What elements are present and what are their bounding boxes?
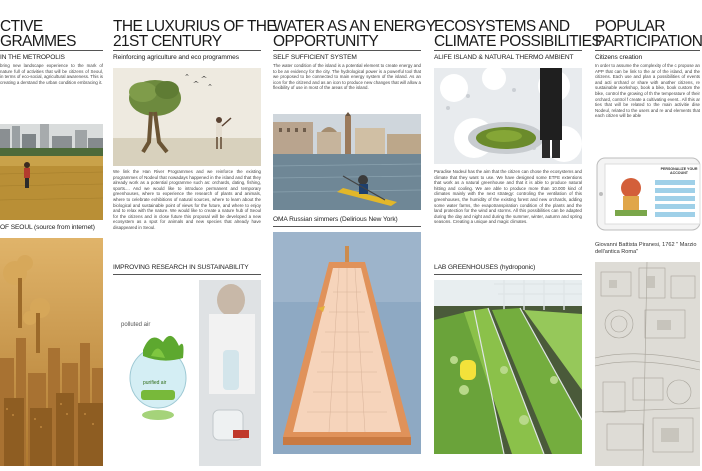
image-caption: OF SEOUL (source from internet) — [0, 224, 95, 231]
image-label: purified air — [143, 380, 167, 386]
title-line: WATER AS AN ENERGY — [273, 18, 436, 35]
title-line: POPULAR — [595, 18, 665, 35]
column-body: bring new landscape experience to the mark of nature full of activities that will be citizens of Seoul, in terms of eco-social, agricultural awareness. This is creating a derstand the urban condition embracing it. — [0, 63, 103, 85]
map-piranesi-rome — [595, 262, 700, 466]
title-line: CTIVE — [0, 18, 43, 35]
column-active-programmes — [0, 0, 103, 466]
image-label: polluted air — [121, 322, 151, 328]
column-ecosystems — [434, 0, 602, 466]
column-title — [595, 0, 700, 48]
app-heading: PERSONALIZE YOUR ACCOUNT — [660, 167, 698, 175]
title-line: ECOSYSTEMS AND — [434, 18, 570, 35]
title-line: GRAMMES — [0, 33, 76, 50]
column-title — [0, 0, 103, 48]
image-caption: LAB GREENHOUSES (hydroponic) — [434, 264, 536, 271]
divider — [273, 50, 421, 51]
column-title — [434, 0, 602, 50]
title-line: CLIMATE POSSIBILITIES — [434, 33, 602, 50]
photo-snow-greenhouse — [434, 68, 582, 164]
divider — [595, 50, 700, 51]
divider — [273, 226, 421, 227]
divider — [434, 274, 582, 275]
column-luxurius — [113, 0, 277, 466]
photo-tree-figures — [113, 68, 261, 166]
column-body: In order to assume the complexity of the c propose an APP that can be link to the ar of the island, and the citizens. Each use and plan a possibilities of events and acti orchard or share with another citizens, re sustainable workshop, book a bike, book custom the bike, control the growing of th the temperature of their orchard, control f create a cultivating event.. All this ar ties that will be related to the main activitie dise Nodeul, related to the users and re and elements that each citizen will be able — [595, 63, 700, 119]
column-body: We link the Han River Programmes and we reinforce the existing programmes of Nodeul that nowadays happened in the island and that they already work as a potential programme such as: orchards, dating, fishing, sports.... And we would like to introduce permanent and temporary greenhouses, where to experience the research of plants and animals, where to celebrate exhibitions of natural sources, where to learn about the biological and sustainable point of views for the future, and where to enjoy and to relax with the nature. We would like to create a nature hub of Seoul for the citizens and in close future this proposal will be developed a new ecosystem as a spot for animals and new species that already have disappeared in Seoul. — [113, 169, 261, 230]
photo-lab-greenhouses — [434, 280, 582, 454]
column-title — [113, 0, 277, 50]
photo-venice-kayak — [273, 114, 421, 210]
divider — [113, 274, 261, 275]
image-caption: OMA Russian simmers (Delirious New York) — [273, 216, 398, 223]
title-line: OPPORTUNITY — [273, 33, 379, 50]
column-popular-participation — [595, 0, 700, 466]
column-subtitle: SELF SUFFICIENT SYSTEM — [273, 54, 357, 61]
divider — [113, 50, 261, 51]
image-caption: Giovanni Battista Piranesi, 1762 " Marzio dell'antica Roma" — [595, 242, 697, 255]
column-body: Paradise Nodeul has the aim that the citizen can chose the ecosystems and climate that they want to use. We have designed some ETFE extentions that work as a natural greenhouse and that it is able to produce natural hitting and cooling. We are able to produce more than 10.000 kind of climates mainly with the next strategy: controling the ventilation of this greenhouses, the humidity of the existing forest and new orchards, adding some water farms, the evapotranspiration condition of the plants and the land protection for the wind and storms. All this possibilities can be adapted during the day and night and during the summer, winter, autumn and spring seasons. Creating a unique and magic climates. — [434, 169, 582, 225]
column-title — [273, 0, 436, 50]
divider — [0, 50, 103, 51]
column-subtitle: ALIFE ISLAND & NATURAL THERMO AMBIENT — [434, 54, 574, 61]
photo-air-purifier-research — [113, 280, 261, 466]
column-body: The water condition of the island is a potential element to create energy and to be an evidency for the city. The hydrological power is a powerful tool that we proposed to be connected to main energy system of the island. As an icon for the citizend and as an icon to produce new changes that will allow a flexibility of use in most of the areas of the island. — [273, 63, 421, 91]
image-caption: IMPROVING RESEARCH IN SUSTAINABILITY — [113, 264, 249, 271]
phone-app-mockup — [595, 152, 700, 234]
photo-seoul-smog — [0, 238, 103, 466]
column-water-energy — [273, 0, 436, 466]
column-subtitle: IN THE METROPOLIS — [0, 54, 65, 61]
column-subtitle: Citizens creation — [595, 54, 643, 61]
title-line: 21ST CENTURY — [113, 33, 222, 50]
title-line: THE LUXURIUS OF THE — [113, 18, 277, 35]
illustration-oma-swimmers — [273, 232, 421, 454]
divider — [434, 50, 582, 51]
column-subtitle: Reinforcing agriculture and eco programmes — [113, 54, 239, 61]
photo-han-river-field — [0, 124, 103, 220]
title-line: PARTICIPATION — [595, 33, 702, 50]
